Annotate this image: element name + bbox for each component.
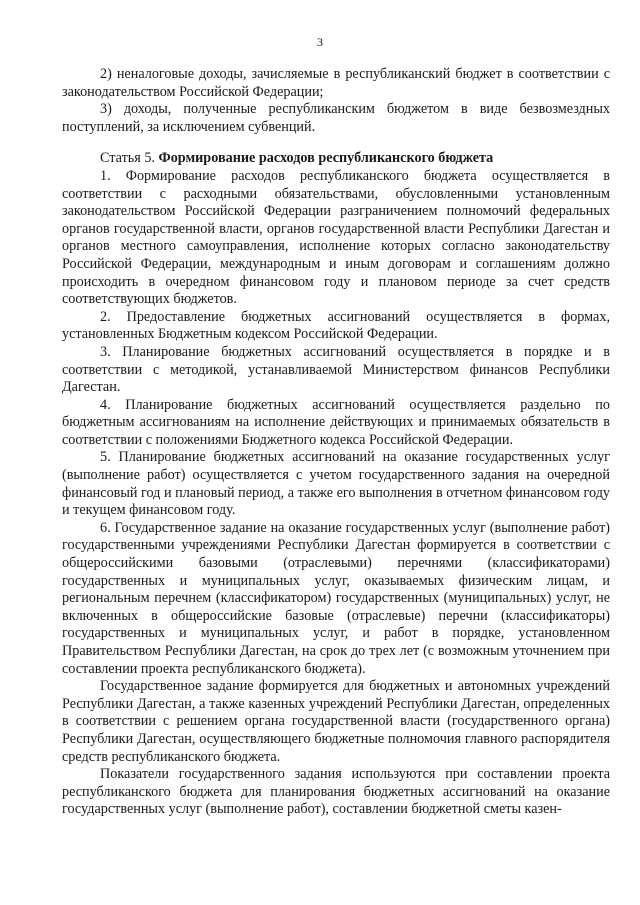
paragraph-6-indicators: Показатели государственного задания используются при составлении проекта республиканского бюджета для планирования бюджетных ассигнований на оказание государственных услуг (выполнение работ), составлении бюджетной сметы казен- xyxy=(62,766,610,818)
intro-item-2: 2) неналоговые доходы, зачисляемые в республиканский бюджет в соответствии с законодательством Российской Федерации; xyxy=(62,66,610,100)
paragraph-5: 5. Планирование бюджетных ассигнований на оказание государственных услуг (выполнение работ) осуществляется с учетом государственного задания на очередной финансовый год и плановый период, а также его выполнения в отчетном финансовом году и текущем финансовом году. xyxy=(62,449,610,519)
article-title: Формирование расходов республиканского бюджета xyxy=(158,150,494,167)
paragraph-6: 6. Государственное задание на оказание государственных услуг (выполнение работ) государственными учреждениями Республики Дагестан формируется в соответствии с общероссийскими базовыми (отраслевыми) перечнями (классификаторами) государственных и муниципальных услуг, оказываемых физическим лицам, и региональным перечнем (классификатором) государственных (муниципальных) услуг, не включенных в общероссийские базовые (отраслевые) перечни (классификаторы) государственных и муниципальных услуг, и работ в порядке, установленном Правительством Республики Дагестан, на срок до трех лет (с возможным уточнением при составлении проекта республиканского бюджета). xyxy=(62,519,610,677)
page-number: 3 xyxy=(317,35,323,49)
paragraph-1: 1. Формирование расходов республиканского бюджета осуществляется в соответствии с расходными обязательствами, обусловленными установленным законодательством Российской Федерации разграничением полномочий федеральных органов государственной власти, органов государственной власти Республики Дагестан и органов местного самоуправления, исполнение которых согласно законодательству Российской Федерации, международным и иным договорам и соглашениям должно происходить в очередном финансовом году и плановом периоде за счет средств соответствующих бюджетов. xyxy=(62,167,610,308)
article-heading xyxy=(62,150,610,168)
article-label: Статья 5. xyxy=(100,150,155,167)
paragraph-6-continued: Государственное задание формируется для бюджетных и автономных учреждений Республики Дагестан, а также казенных учреждений Республики Дагестан, определенных в соответствии с решением органа государственной власти (государственного органа) Республики Дагестан, осуществляющего бюджетные полномочия главного распорядителя средств республиканского бюджета. xyxy=(62,678,610,765)
intro-item-3: 3) доходы, полученные республиканским бюджетом в виде безвозмездных поступлений, за исключением субвенций. xyxy=(62,101,610,135)
paragraph-2: 2. Предоставление бюджетных ассигнований осуществляется в формах, установленных Бюджетным кодексом Российской Федерации. xyxy=(62,308,610,343)
document-body xyxy=(62,66,610,819)
paragraph-4: 4. Планирование бюджетных ассигнований осуществляется раздельно по бюджетным ассигнованиям на исполнение действующих и принимаемых обязательств в соответствии с положениями Бюджетного кодекса Российской Федерации. xyxy=(62,396,610,448)
paragraph-3: 3. Планирование бюджетных ассигнований осуществляется в порядке и в соответствии с методикой, устанавливаемой Министерством финансов Республики Дагестан. xyxy=(62,343,610,396)
